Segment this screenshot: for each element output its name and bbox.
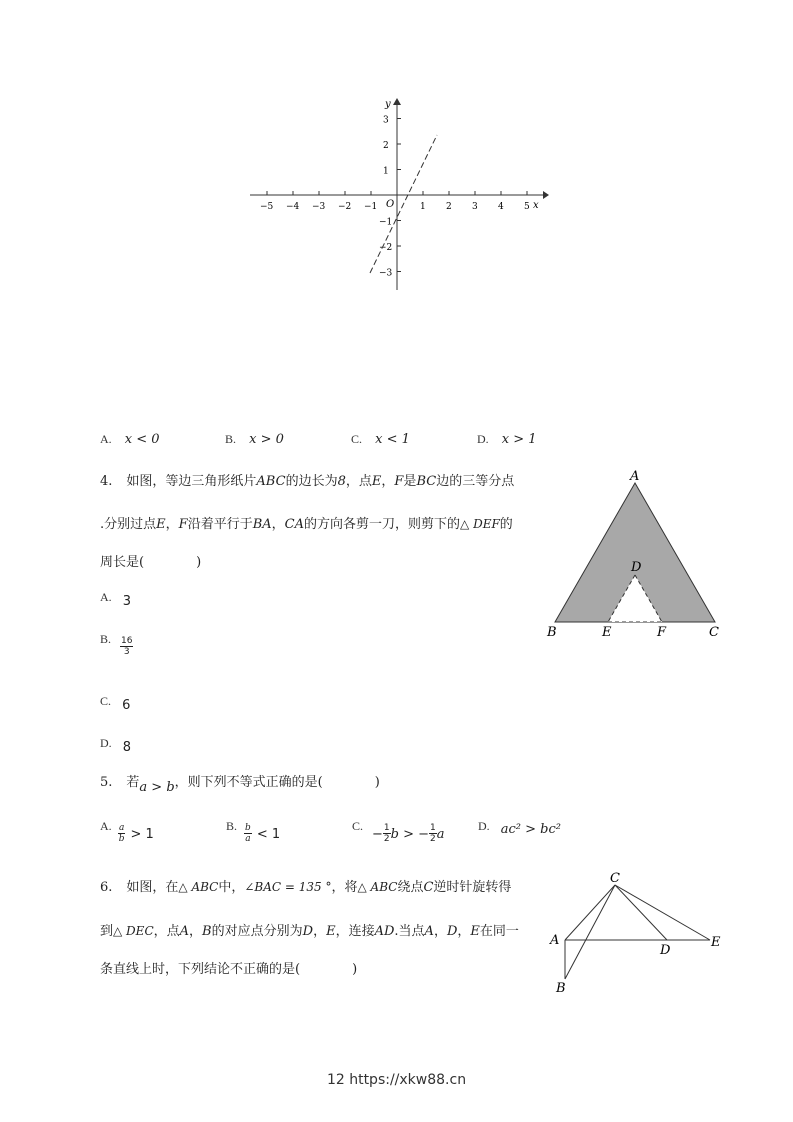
q6-rotation-figure bbox=[545, 870, 735, 1000]
x-axis-label: x bbox=[533, 200, 539, 211]
q3-option-a[interactable]: A. x < 0 bbox=[100, 432, 160, 447]
q4-triangle-figure bbox=[540, 465, 730, 645]
x-tick-label: 1 bbox=[420, 202, 426, 212]
label-c: C bbox=[709, 625, 719, 640]
label-d: D bbox=[631, 560, 642, 575]
q5-option-b[interactable]: B. $\frac{b}{a}$ < 1 bbox=[226, 819, 281, 844]
page-footer: 12 https://xkw88.cn bbox=[326, 1072, 467, 1088]
q4-option-c[interactable]: C. $_6$ bbox=[100, 694, 131, 713]
label-b: B bbox=[556, 981, 566, 996]
y-tick-label: 3 bbox=[383, 115, 389, 126]
y-tick-label: 1 bbox=[383, 166, 389, 177]
q3-option-d[interactable]: D. x > 1 bbox=[477, 432, 537, 447]
q5-option-a[interactable]: A. $\frac{a}{b}$ > 1 bbox=[100, 819, 154, 844]
label-d: D bbox=[660, 943, 671, 958]
x-tick-label: −5 bbox=[260, 202, 274, 212]
label-e: E bbox=[602, 625, 612, 640]
x-tick-label: 5 bbox=[524, 202, 530, 212]
label-f: F bbox=[657, 625, 667, 640]
y-tick-label: −3 bbox=[379, 268, 393, 279]
label-e: E bbox=[711, 935, 721, 950]
y-tick-label: −2 bbox=[379, 243, 393, 253]
y-tick-label: −1 bbox=[379, 217, 393, 228]
q3-option-c[interactable]: C. x < 1 bbox=[351, 432, 410, 447]
label-c: C bbox=[610, 871, 620, 886]
q3-options bbox=[100, 428, 550, 452]
coordinate-graph bbox=[245, 95, 555, 295]
q6-line2: 到△ DEC，点A，B的对应点分别为D，E，连接AD.当点A，D，E在同一 bbox=[100, 924, 519, 939]
x-tick-label: −3 bbox=[312, 202, 326, 212]
q4-option-b[interactable]: B. $\frac{16}{3}$ bbox=[100, 632, 133, 657]
label-b: B bbox=[547, 625, 557, 640]
q4-line1: 4. 如图，等边三角形纸片ABC的边长为8，点E，F是BC边的三等分点 bbox=[100, 474, 515, 489]
q4-line2: .分别过点E，F沿着平行于BA，CA的方向各剪一刀，则剪下的△ DEF的 bbox=[100, 517, 513, 532]
label-a: A bbox=[550, 933, 560, 948]
q5-option-c[interactable]: C. − $\frac{1}{2}$ b > − $\frac{1}{2}$ a bbox=[352, 819, 445, 844]
q5-stem: 5. 若a > b，则下列不等式正确的是( ) bbox=[100, 775, 380, 795]
q3-option-b[interactable]: B. x > 0 bbox=[225, 432, 284, 447]
dashed-line bbox=[370, 135, 437, 273]
label-a: A bbox=[630, 469, 640, 484]
x-tick-label: 3 bbox=[472, 202, 478, 212]
x-tick-label: 2 bbox=[446, 202, 452, 212]
q4-option-d[interactable]: D. $_8$ bbox=[100, 736, 132, 755]
x-tick-label: −4 bbox=[286, 202, 300, 212]
x-tick-label: −2 bbox=[338, 202, 352, 212]
q6-line1: 6. 如图，在△ ABC中，∠BAC = 135 °，将△ ABC绕点C逆时针旋转得 bbox=[100, 880, 512, 895]
q5-option-d[interactable]: D. ac² > bc² bbox=[478, 819, 561, 837]
y-axis-label: y bbox=[385, 99, 391, 110]
q4-option-a[interactable]: A. $_3$ bbox=[100, 590, 132, 609]
x-tick-label: 4 bbox=[498, 202, 504, 212]
y-tick-label: 2 bbox=[383, 141, 389, 151]
x-tick-label: −1 bbox=[364, 202, 378, 212]
q4-line3: 周长是( ) bbox=[100, 555, 202, 570]
q6-line3: 条直线上时，下列结论不正确的是( ) bbox=[100, 962, 358, 977]
origin-label: O bbox=[386, 199, 395, 210]
